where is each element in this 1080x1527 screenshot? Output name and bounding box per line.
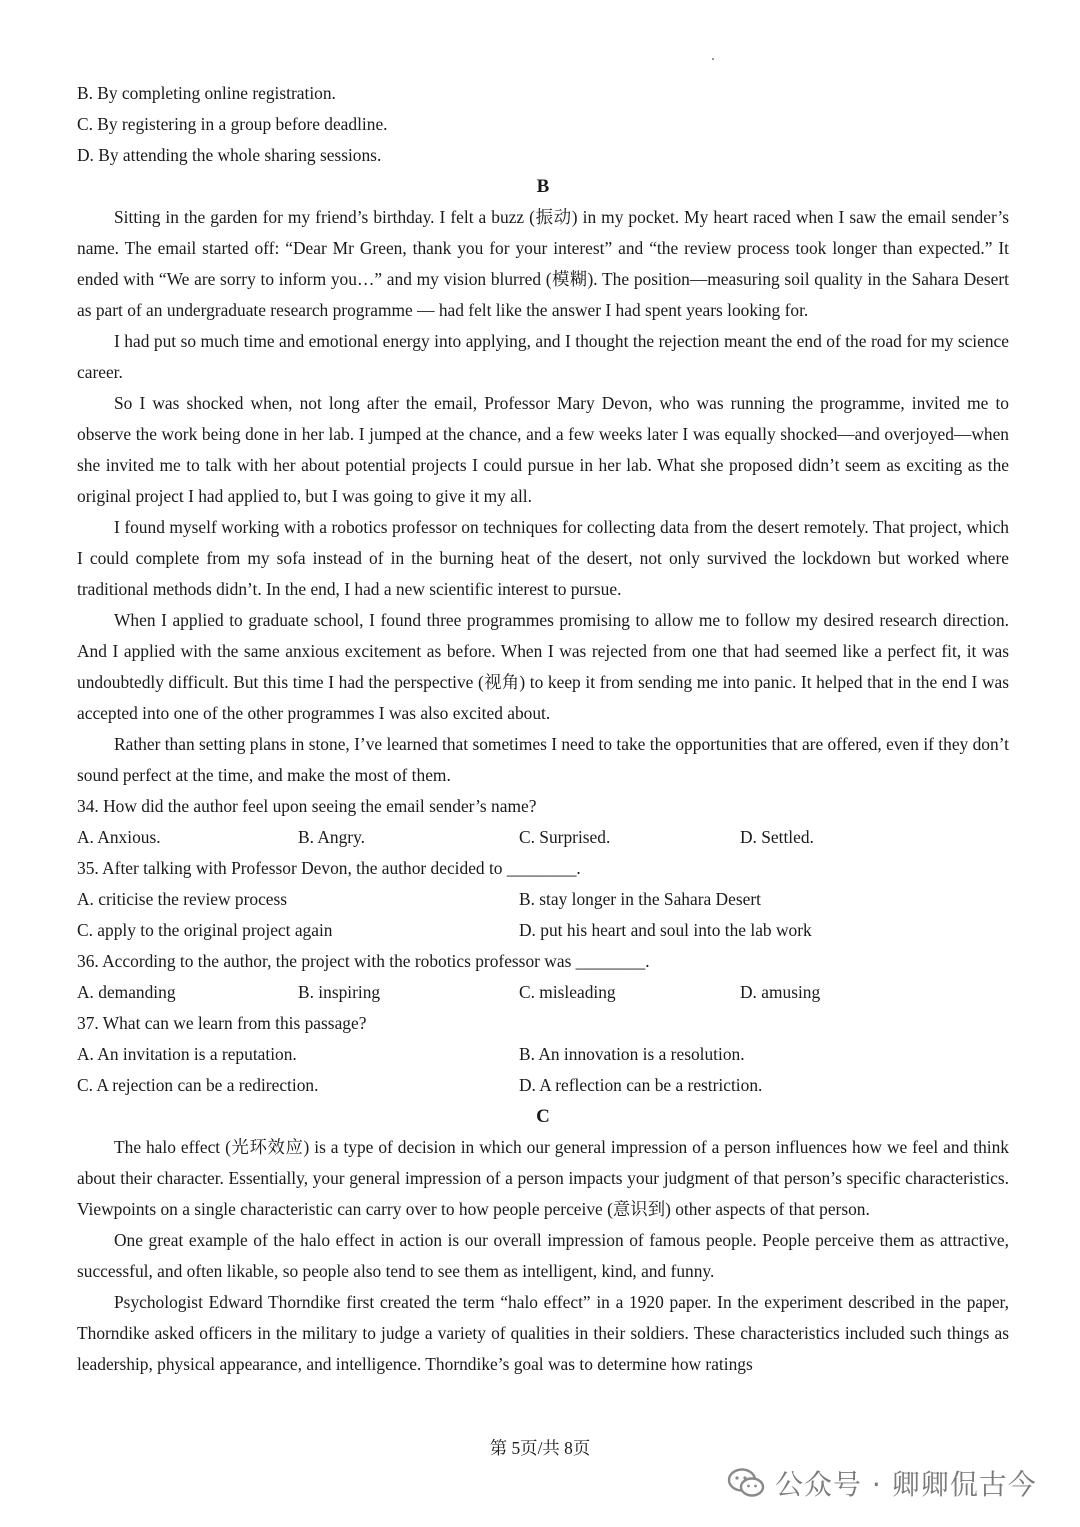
question-37-stem: 37. What can we learn from this passage?: [77, 1013, 367, 1033]
question-35-options: [77, 915, 1009, 946]
question-37-options: [77, 1070, 1009, 1101]
option: C. apply to the original project again: [77, 920, 333, 940]
option: D. amusing: [740, 982, 821, 1002]
wechat-watermark: [727, 1463, 1037, 1503]
wechat-icon: [727, 1468, 765, 1498]
question-34-stem: 34. How did the author feel upon seeing the email sender’s name?: [77, 796, 537, 816]
option: A. An invitation is a reputation.: [77, 1044, 297, 1064]
option: C. A rejection can be a redirection.: [77, 1075, 319, 1095]
passage-c-paragraph: One great example of the halo effect in action is our overall impression of famous people. People perceive them as attractive, successful, and often likable, so people also tend to see them as intelligent, kind, and funny.: [77, 1230, 1009, 1281]
passage-b-paragraph: When I applied to graduate school, I found three programmes promising to allow me to follow my desired research direction. And I applied with the same anxious excitement as before. When I was rejected from one that had seemed like a perfect fit, it was undoubtedly difficult. But this time I had the perspective (视角) to keep it from sending me into panic. It helped that in the end I was accepted into one of the other programmes I was also excited about.: [77, 610, 1009, 723]
option: A. demanding: [77, 982, 176, 1002]
passage-c-paragraph: Psychologist Edward Thorndike first created the term “halo effect” in a 1920 paper. In the experiment described in the paper, Thorndike asked officers in the military to judge a variety of qualities in their soldiers. These characteristics included such things as leadership, physical appearance, and intelligence. Thorndike’s goal was to determine how ratings: [77, 1292, 1009, 1374]
question-36-stem: 36. According to the author, the project with the robotics professor was ________.: [77, 951, 650, 971]
option: A. Anxious.: [77, 827, 161, 847]
question-37-options: [77, 1039, 1009, 1070]
question-34-options: [77, 822, 1009, 853]
stray-dot: [712, 58, 714, 60]
question-36-options: [77, 977, 1009, 1008]
watermark-text: 公众号 · 卿卿侃古今: [775, 1468, 1037, 1501]
option-line: B. By completing online registration.: [77, 83, 336, 103]
passage-b-paragraph: Sitting in the garden for my friend’s birthday. I felt a buzz (振动) in my pocket. My heart raced when I saw the email sender’s name. The email started off: “Dear Mr Green, thank you for your interest” and “the review process took longer than expected.” It ended with “We are sorry to inform you…” and my vision blurred (模糊). The position—measuring soil quality in the Sahara Desert as part of an undergraduate research programme — had felt like the answer I had spent years looking for.: [77, 207, 1009, 320]
option: B. Angry.: [298, 827, 365, 847]
page-content: [77, 78, 1009, 1380]
passage-b-paragraph: So I was shocked when, not long after the email, Professor Mary Devon, who was running the programme, invited me to observe the work being done in her lab. I jumped at the chance, and a few weeks later I was equally shocked—and overjoyed—when she invited me to talk with her about potential projects I could pursue in her lab. What she proposed didn’t seem as exciting as the original project I had applied to, but I was going to give it my all.: [77, 393, 1009, 506]
question-35-stem: 35. After talking with Professor Devon, the author decided to ________.: [77, 858, 581, 878]
passage-b-paragraph: I had put so much time and emotional energy into applying, and I thought the rejection meant the end of the road for my science career.: [77, 331, 1009, 382]
option: D. A reflection can be a restriction.: [519, 1075, 763, 1095]
passage-c-paragraph: The halo effect (光环效应) is a type of decision in which our general impression of a person influences how we feel and think about their character. Essentially, your general impression of a person impacts your judgment of that person’s specific characteristics. Viewpoints on a single characteristic can carry over to how people perceive (意识到) other aspects of that person.: [77, 1137, 1009, 1219]
option-line: C. By registering in a group before deadline.: [77, 114, 388, 134]
option: C. Surprised.: [519, 827, 611, 847]
option: A. criticise the review process: [77, 889, 288, 909]
page-number-footer: 第 5页/共 8页: [489, 1438, 591, 1458]
section-b-heading: B: [536, 176, 550, 197]
passage-b-paragraph: Rather than setting plans in stone, I’ve learned that sometimes I need to take the opportunities that are offered, even if they don’t sound perfect at the time, and make the most of them.: [77, 734, 1009, 785]
option: B. An innovation is a resolution.: [519, 1044, 745, 1064]
question-35-options: [77, 884, 1009, 915]
option-line: D. By attending the whole sharing sessions.: [77, 145, 382, 165]
option: B. inspiring: [298, 982, 381, 1002]
passage-b-paragraph: I found myself working with a robotics professor on techniques for collecting data from the desert remotely. That project, which I could complete from my sofa instead of in the burning heat of the desert, not only survived the lockdown but worked where traditional methods didn’t. In the end, I had a new scientific interest to pursue.: [77, 517, 1009, 599]
option: B. stay longer in the Sahara Desert: [519, 889, 761, 909]
option: D. put his heart and soul into the lab work: [519, 920, 812, 940]
section-c-heading: C: [536, 1106, 550, 1127]
option: C. misleading: [519, 982, 616, 1002]
option: D. Settled.: [740, 827, 814, 847]
